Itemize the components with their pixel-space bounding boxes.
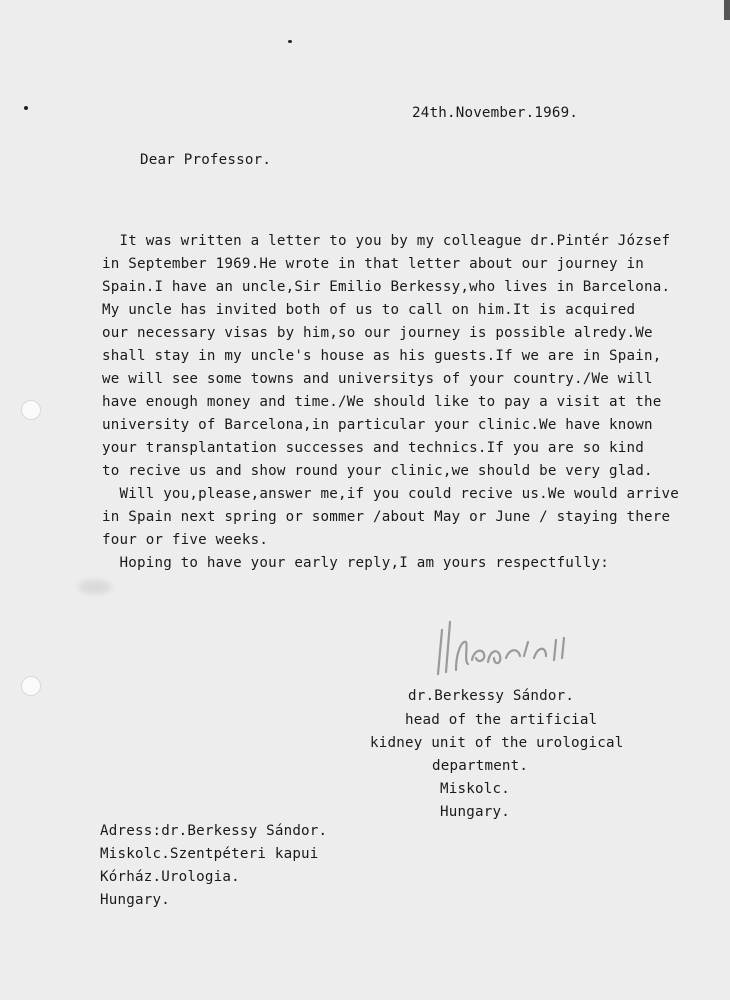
body-line: Spain.I have an uncle,Sir Emilio Berkessy,who lives in Barcelona. bbox=[102, 279, 671, 295]
address-line: Miskolc.Szentpéteri kapui bbox=[100, 846, 319, 862]
body-line: Will you,please,answer me,if you could recive us.We would arrive bbox=[102, 486, 679, 502]
punch-hole bbox=[21, 400, 41, 420]
body-line: university of Barcelona,in particular your clinic.We have known bbox=[102, 417, 653, 433]
signer-name: dr.Berkessy Sándor. bbox=[408, 688, 575, 704]
address-line: Kórház.Urologia. bbox=[100, 869, 240, 885]
body-line: It was written a letter to you by my colleague dr.Pintér József bbox=[102, 233, 671, 249]
body-line: to recive us and show round your clinic,we should be very glad. bbox=[102, 463, 653, 479]
letter-salutation: Dear Professor. bbox=[140, 152, 272, 168]
body-line: My uncle has invited both of us to call on him.It is acquired bbox=[102, 302, 636, 318]
body-line: we will see some towns and universitys of your country./We will bbox=[102, 371, 653, 387]
signer-title: kidney unit of the urological bbox=[370, 735, 624, 751]
body-line: our necessary visas by him,so our journey is possible alredy.We bbox=[102, 325, 653, 341]
body-line: have enough money and time./We should like to pay a visit at the bbox=[102, 394, 662, 410]
body-line: in September 1969.He wrote in that letter about our journey in bbox=[102, 256, 644, 272]
body-line: four or five weeks. bbox=[102, 532, 269, 548]
body-line: Hoping to have your early reply,I am yours respectfully: bbox=[102, 555, 610, 571]
address-line: Adress:dr.Berkessy Sándor. bbox=[100, 823, 328, 839]
signer-title: head of the artificial bbox=[405, 712, 598, 728]
ink-speck bbox=[24, 106, 28, 110]
body-line: shall stay in my uncle's house as his guests.If we are in Spain, bbox=[102, 348, 662, 364]
handwritten-signature bbox=[428, 612, 578, 682]
body-line: your transplantation successes and technics.If you are so kind bbox=[102, 440, 644, 456]
page-edge-mark bbox=[724, 0, 730, 20]
signer-country: Hungary. bbox=[440, 804, 510, 820]
signer-title: department. bbox=[432, 758, 529, 774]
signer-city: Miskolc. bbox=[440, 781, 510, 797]
paper-smudge bbox=[78, 580, 112, 594]
ink-speck bbox=[288, 40, 292, 43]
body-line: in Spain next spring or sommer /about May or June / staying there bbox=[102, 509, 671, 525]
letter-date: 24th.November.1969. bbox=[412, 105, 579, 121]
punch-hole bbox=[21, 676, 41, 696]
address-line: Hungary. bbox=[100, 892, 170, 908]
